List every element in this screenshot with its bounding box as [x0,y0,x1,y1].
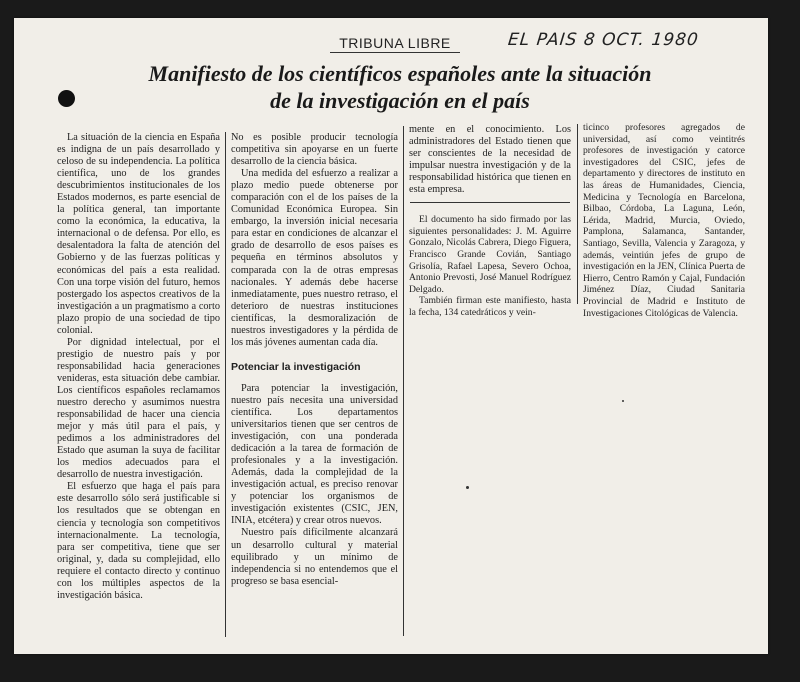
column-1 [57,132,220,602]
paragraph: mente en el conocimiento. Los administradores del Estado tienen que ser conscientes de la necesidad de impulsar nuestra investigación y de la responsabilidad histórica que tienen en esta empresa. [409,124,571,196]
paragraph: Nuestro país difícilmente alcanzará un desarrollo cultural y material equilibrado y un mínimo de independencia si no entendemos que el progreso se basa esencial- [231,527,398,587]
paragraph: También firman este manifiesto, hasta la fecha, 134 catedráticos y vein- [409,295,571,319]
column-divider [577,124,578,304]
signatories-paragraph: El documento ha sido firmado por las siguientes personalidades: J. M. Aguirre Gonzalo, Nicolás Cabrera, Diego Figuera, Francisco Grande Covián, Santiago Grisolía, Rafael Lapesa, Severo Ochoa, Antonio Prevosti, José Manuel Rodríguez Delgado. [409,214,571,295]
paragraph: Una medida del esfuerzo a realizar a plazo medio puede obtenerse por comparación con el de los países de la Comunidad Económica Europea. Sin embargo, la inversión inicial necesaria para estar en condiciones de alcanzar el grado de desarrollo de esos países es pequeña en términos absolutos y comparada con la de otras empresas nacionales. Y además debe hacerse inmediatamente, pues nuestro retraso, el deterioro de nuestras instituciones científicas, la desmoralización de nuestros investigadores y la pérdida de los más jóvenes aumentan cada día. [231,168,398,348]
column-2 [231,132,398,588]
paragraph: Para potenciar la investigación, nuestro país necesita una universidad científica. Los departamentos universitarios tienen que ser centros de investigación, con una ponderada dedicación a la tarea de formación de profesionales y a la investigación. Además, dada la complejidad de la investigación actual, es preciso renovar y potenciar los organismos de investigación existentes (CSIC, JEN, INIA, etcétera) y crear otros nuevos. [231,382,398,527]
paragraph: La situación de la ciencia en España es indigna de un país desarrollado y celoso de su independencia. La política científica, uno de los grandes descubrimientos institucionales de los Estados modernos, es parte esencial de la política general, tan importante como la económica, la educativa, la internacional o de defensa. Por ello, es desalentadora la falta de atención del Gobierno y de las fuerzas políticas y económicas del país a esta realidad. Con una torpe visión del futuro, hemos postergado los aspectos creativos de la investigación a un pragmatismo a corto plazo propio de una sociedad de tipo colonial. [57,132,220,336]
column-divider [403,126,404,636]
column-4 [583,122,745,319]
section-label: TRIBUNA LIBRE [330,35,460,53]
ink-speck [622,400,624,402]
subheading: Potenciar la investigación [231,360,361,373]
title-line-1: Manifiesto de los científicos españoles ante la situación [148,61,652,86]
paragraph: ticinco profesores agregados de universidad, así como veintitrés profesores de investigación y catorce investigadores del CSIC, jefes de departamento y directores de instituto en las áreas de Humanidades, Ciencia, Medicina y Tecnología en Barcelona, Bilbao, Córdoba, La Laguna, León, Lérida, Madrid, Murcia, Oviedo, Pamplona, Salamanca, Santander, Santiago, Sevilla, Valencia y Zaragoza, y además, veintiún jefes de grupo de investigación en la JEN, Clínica Puerta de Hierro, Centro Ramón y Cajal, Fundación Jiménez Díaz, Ciudad Sanitaria Provincial de Madrid e Instituto de Investigaciones Citológicas de Valencia. [583,122,745,319]
column-divider [225,132,226,637]
ink-speck [466,486,469,489]
paragraph: Por dignidad intelectual, por el prestigio de nuestro país y por responsabilidad hacia generaciones venideras, esta situación debe cambiar. Los científicos españoles reclamamos nuestro derecho y asumimos nuestra responsabilidad de hacer una ciencia mejor y más útil para el país, y pedimos a los administradores del Estado que asuman la suya de facilitar los medios adecuados para el desarrollo de nuestra investigación. [57,336,220,481]
spacer [409,196,571,214]
horizontal-rule [410,202,570,203]
handwritten-date-note: EL PAIS 8 OCT. 1980 [506,30,700,50]
title-line-2: de la investigación en el país [270,88,530,113]
article-title [120,60,680,114]
column-3 [409,124,571,319]
punch-hole [58,90,75,107]
paragraph: No es posible producir tecnología competitiva sin apoyarse en un fuerte desarrollo de la ciencia básica. [231,132,398,168]
paragraph: El esfuerzo que haga el país para este desarrollo sólo será justificable si los resultados que se obtengan en ciencia y tecnología son competitivos internacionalmente. La tecnología, para ser competitiva, tiene que ser original, y, dada su complejidad, ello requiere el contacto directo y continuo con los múltiples aspectos de la investigación básica. [57,481,220,601]
